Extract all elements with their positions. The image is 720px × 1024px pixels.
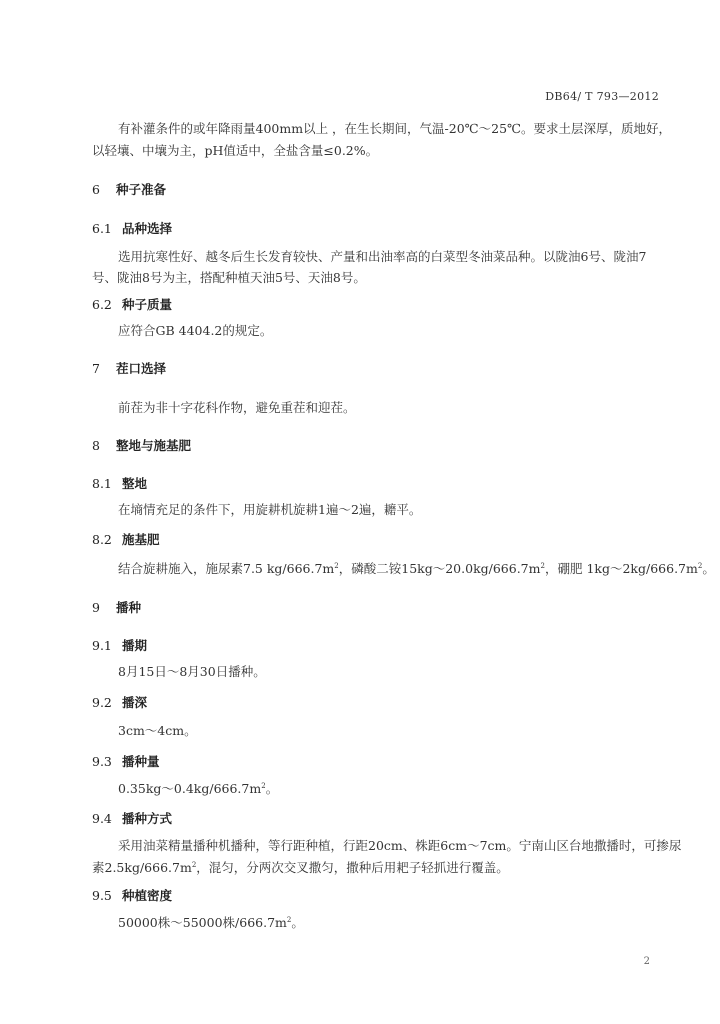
section-9-1-heading xyxy=(92,636,147,654)
planting-density: 50000株～55000株/666.7m xyxy=(118,915,287,930)
section-number: 9.2 xyxy=(92,695,112,710)
section-number: 9 xyxy=(92,600,100,615)
section-9-5-heading xyxy=(92,886,172,904)
period: 。 xyxy=(265,781,279,796)
section-number: 9.1 xyxy=(92,638,112,653)
section-9-3-heading xyxy=(92,752,160,770)
section-6-2-text: 应符合GB 4404.2的规定。 xyxy=(118,323,273,338)
period: 。 xyxy=(291,915,304,930)
section-title: 播种 xyxy=(116,600,142,615)
section-number: 6.1 xyxy=(92,221,112,236)
section-title: 整地 xyxy=(122,476,148,491)
section-9-heading xyxy=(92,598,141,616)
intro-line-1: 有补灌条件的或年降雨量400mm以上 ，在生长期间，气温-20℃～25℃。要求土层深厚，质地好， xyxy=(118,121,672,136)
section-8-2-text xyxy=(118,558,715,579)
section-number: 6 xyxy=(92,182,100,197)
page-number: 2 xyxy=(643,956,650,967)
section-8-1-heading xyxy=(92,474,147,492)
section-title: 播深 xyxy=(122,695,148,710)
section-7-text: 前茬为非十字花科作物，避免重茬和迎茬。 xyxy=(118,400,356,415)
section-8-1-text: 在墒情充足的条件下，用旋耕机旋耕1遍～2遍，耱平。 xyxy=(118,502,422,517)
superscript: 2 xyxy=(697,561,703,570)
section-9-5-text xyxy=(118,912,304,933)
section-number: 8 xyxy=(92,438,100,453)
fertilizer-dap: ，磷酸二铵15kg～20.0kg/666.7m xyxy=(338,561,541,576)
section-8-heading xyxy=(92,436,191,454)
section-6-heading xyxy=(92,180,166,198)
section-9-4-heading xyxy=(92,809,172,827)
section-number: 7 xyxy=(92,361,100,376)
superscript: 2 xyxy=(540,561,545,570)
section-6-1-line-1: 选用抗寒性好、越冬后生长发育较快、产量和出油率高的白菜型冬油菜品种。以陇油6号、陇油7 xyxy=(118,249,647,264)
section-9-3-text xyxy=(118,778,278,799)
fertilizer-boron: ，硼肥 1kg～2kg/666.7m xyxy=(544,561,698,576)
period: 。 xyxy=(702,561,715,576)
section-title: 种子准备 xyxy=(116,182,167,197)
section-number: 9.5 xyxy=(92,888,112,903)
section-title: 整地与施基肥 xyxy=(116,438,192,453)
section-9-4-line-1: 采用油菜精量播种机播种，等行距种植，行距20cm、株距6cm～7cm。宁南山区台地撒播时，可掺尿 xyxy=(118,838,682,853)
fertilizer-urea: 结合旋耕施入，施尿素7.5 kg/666.7m xyxy=(118,561,335,576)
section-title: 种子质量 xyxy=(122,297,173,312)
seeding-rate: 0.35kg～0.4kg/666.7m xyxy=(118,781,262,796)
section-title: 茬口选择 xyxy=(116,361,167,376)
urea-amount: 素2.5kg/666.7m xyxy=(92,860,192,875)
section-title: 施基肥 xyxy=(122,532,160,547)
section-6-1-line-2: 号、陇油8号为主，搭配种植天油5号、天油8号。 xyxy=(92,270,366,285)
section-9-1-text: 8月15日～8月30日播种。 xyxy=(118,664,266,679)
sowing-method-text: ，混匀，分两次交叉撒匀，撒种后用耙子轻抓进行覆盖。 xyxy=(196,860,509,875)
doc-code-header: DB64/ T 793—2012 xyxy=(545,90,659,103)
section-number: 9.3 xyxy=(92,754,112,769)
section-6-2-heading xyxy=(92,295,172,313)
section-7-heading xyxy=(92,359,166,377)
section-title: 播种方式 xyxy=(122,811,173,826)
superscript: 2 xyxy=(191,860,197,869)
section-9-4-line-2 xyxy=(92,857,509,878)
section-number: 9.4 xyxy=(92,811,112,826)
section-9-2-heading xyxy=(92,693,147,711)
section-title: 播种量 xyxy=(122,754,160,769)
superscript: 2 xyxy=(261,781,266,790)
section-number: 6.2 xyxy=(92,297,112,312)
intro-line-2: 以轻壤、中壤为主，pH值适中，全盐含量≤0.2%。 xyxy=(92,143,379,158)
section-title: 种植密度 xyxy=(122,888,173,903)
section-title: 品种选择 xyxy=(122,221,173,236)
section-number: 8.2 xyxy=(92,532,112,547)
section-9-2-text: 3cm～4cm。 xyxy=(118,723,197,738)
superscript: 2 xyxy=(334,561,339,570)
section-number: 8.1 xyxy=(92,476,112,491)
section-8-2-heading xyxy=(92,530,160,548)
section-title: 播期 xyxy=(122,638,148,653)
superscript: 2 xyxy=(286,915,292,924)
section-6-1-heading xyxy=(92,219,172,237)
